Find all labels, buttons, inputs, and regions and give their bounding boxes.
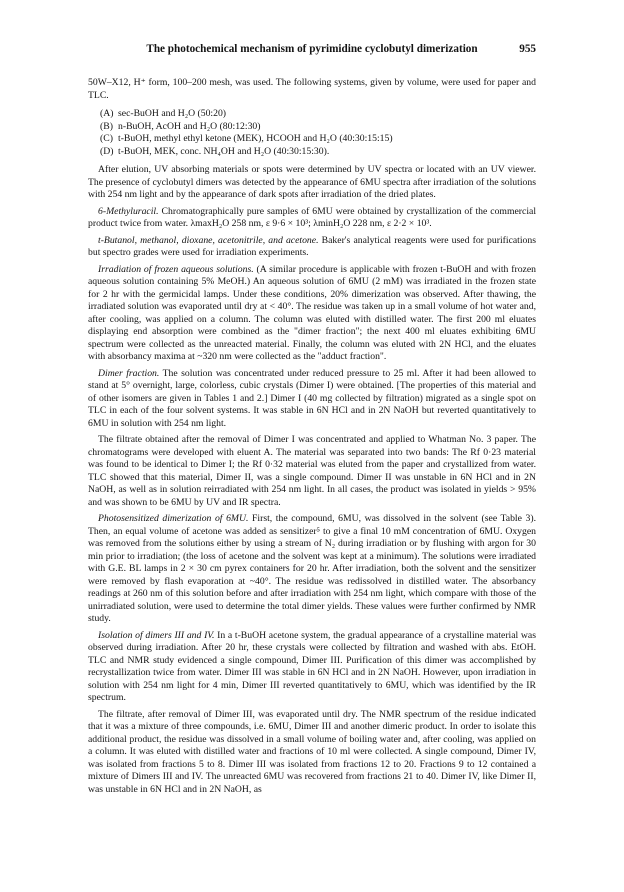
system-text: sec-BuOH and H₂O (50:20) (118, 108, 227, 119)
run-in-heading: Photosensitized dimerization of 6MU. (98, 513, 249, 524)
paragraph-dimer-fraction (88, 368, 536, 431)
system-label: (D) (100, 145, 114, 157)
run-in-heading: 6-Methyluracil. (98, 205, 159, 217)
run-in-heading: t-Butanol, methanol, dioxane, acetonitrile, and acetone. (98, 234, 319, 246)
system-label: (A) (100, 108, 114, 119)
paragraph-text: Chromatographically pure samples of 6MU were obtained by crystallization of the commercial product twice from water. λmaxH₂O 258 nm, ε 9·6 × 10³; λminH₂O 228 nm, ε 2·2 × 10³. (88, 205, 537, 229)
paragraph-text: The filtrate obtained after the removal of Dimer I was concentrated and applied to Whatman No. 3 paper. The chromatograms were developed with eluent A. The material was separated into two bands: The Rf 0·23 material was found to be identical to Dimer I; the Rf 0·32 material was eluted from the paper and crystallized from water. TLC showed that this material, Dimer II, was a single compound. Dimer II was unstable in 6N HCl and in 2N NaOH, as well as in solution reirradiated with 254 nm light. In all cases, the product was isolated in yields > 95% and was shown to be 6MU by UV and IR spectra. (88, 434, 536, 508)
system-label: (C) (100, 133, 113, 144)
body-text (88, 77, 536, 800)
paragraph-6-methyluracil (88, 206, 536, 231)
paragraph-filtrate-dimer-ii (88, 434, 536, 509)
run-in-heading: Isolation of dimers III and IV. (98, 629, 215, 641)
solvent-system-item (100, 121, 536, 134)
paragraph-photosensitized (88, 513, 536, 626)
solvent-systems-list (100, 108, 536, 158)
running-header (88, 43, 536, 59)
running-title: The photochemical mechanism of pyrimidine cyclobutyl dimerization (146, 43, 478, 55)
page-number: 955 (519, 43, 536, 55)
paragraph-text: Baker's analytical reagents were used for purifications but spectro grades were used for irradiation experiments. (88, 234, 537, 258)
system-text: n-BuOH, AcOH and H₂O (80:12:30) (118, 120, 261, 132)
paragraph-text: First, the compound, 6MU, was dissolved in the solvent (see Table 3). Then, an equal volume of acetone was added as sensitizer⁵ to give a final 10 mM concentration of 6MU. Oxygen was removed from the solutions either by using a stream of N₂ during irradiation or by flushing with argon for 30 min prior to irradiation; (the loss of acetone and the solvent was kept at a minimum). The solutions were irradiated with G.E. BL lamps in 2 × 30 cm pyrex containers for 20 hr. After irradiation, both the solvent and the sensitizer were removed by flash evaporation at ~40°. The residue was redissolved in distilled water. The absorbancy readings at 260 nm of this solution before and after irradiation with 254 nm light, which compare with those of the unirradiated solution, were used to determine the total dimer yields. These values were further confirmed by NMR study. (88, 513, 537, 624)
solvent-system-item (100, 133, 536, 146)
paragraph-solvents (88, 235, 536, 260)
paragraph-text: In a t-BuOH acetone system, the gradual appearance of a crystalline material was observed during irradiation. After 20 hr, these crystals were collected by filtration and washed with abs. EtOH. TLC and NMR study evidenced a single compound, Dimer III. Purification of this dimer was accomplished by recrystallization twice from water. Dimer III was stable in 6N HCl and in 2N NaOH. However, upon irradiation in solution with 254 nm light for 4 min, Dimer III reverted quantitatively to 6MU, which was identified by the IR spectrum. (88, 629, 536, 703)
paragraph-text: The solution was concentrated under reduced pressure to 25 ml. After it had been allowed to stand at 5° overnight, large, colorless, cubic crystals (Dimer I) were obtained. [The properties of this material and of other isomers are given in Tables 1 and 2.] Dimer I (40 mg collected by filtration) migrated as a single spot on TLC in each of the four solvent systems. It was stable in 6N HCl and in 2N NaOH but reverted quantitatively to 6MU in solution with 254 nm light. (88, 367, 536, 429)
paragraph-filtrate-dimer-iv (88, 709, 536, 797)
system-label: (B) (100, 120, 113, 132)
paragraph-frozen-irradiation (88, 264, 536, 364)
solvent-system-item (100, 108, 536, 121)
paragraph-text: After elution, UV absorbing materials or spots were determined by UV spectra or located with an UV viewer. The presence of cyclobutyl dimers was detected by the appearance of 6MU spectra after irradiation of the solutions with 254 nm light and by the appearance of dark spots after irradiation of the dried plates. (88, 164, 536, 200)
paragraph-text: The filtrate, after removal of Dimer III, was evaporated until dry. The NMR spectrum of the residue indicated that it was a mixture of three compounds, i.e. 6MU, Dimer III and another dimeric product. In order to isolate this additional product, the residue was dissolved in a small volume of boiling water and, after cooling, was applied on a column. It was eluted with distilled water and fractions of 10 ml were collected. A single compound, Dimer IV, was isolated from fractions 5 to 8. Dimer III was isolated from fractions 12 to 20. Fractions 9 to 12 contained a mixture of Dimers III and IV. The unreacted 6MU was recovered from fractions 21 to 40. Dimer IV, like Dimer II, was unstable in 6N HCl and in 2N NaOH, as (88, 708, 536, 795)
paragraph-isolation-dimers (88, 630, 536, 705)
run-in-heading: Irradiation of frozen aqueous solutions. (98, 263, 254, 275)
solvent-system-item (100, 146, 536, 159)
system-text: t-BuOH, methyl ethyl ketone (MEK), HCOOH and H₂O (40:30:15:15) (118, 133, 393, 144)
paragraph-uv-detection (88, 164, 536, 202)
paragraph-text: (A similar procedure is applicable with frozen t-BuOH and with frozen aqueous solution containing 5% MeOH.) An aqueous solution of 6MU (2 mM) was irradiated in the frozen state for 2 hr with the germicidal lamps. Under these conditions, 20% dimerization was observed. After thawing, the irradiated solution was evaporated until dry at < 40°. The residue was taken up in a small volume of hot water and, after cooling, was applied on a column. The column was eluted with distilled water. The first 200 ml eluates displaying end absorption were combined as the "dimer fraction"; the next 400 ml eluates exhibiting 6MU spectrum were collected as the unreacted material. Finally, the column was eluted with 2N HCl, and the eluates with absorbancy maxima at ~320 nm were collected as the "adduct fraction". (88, 263, 536, 362)
run-in-heading: Dimer fraction. (98, 367, 160, 379)
intro-paragraph: 50W–X12, H⁺ form, 100–200 mesh, was used. The following systems, given by volume, were used for paper and TLC. (88, 77, 536, 101)
system-text: t-BuOH, MEK, conc. NH₄OH and H₂O (40:30:15:30). (118, 145, 330, 157)
